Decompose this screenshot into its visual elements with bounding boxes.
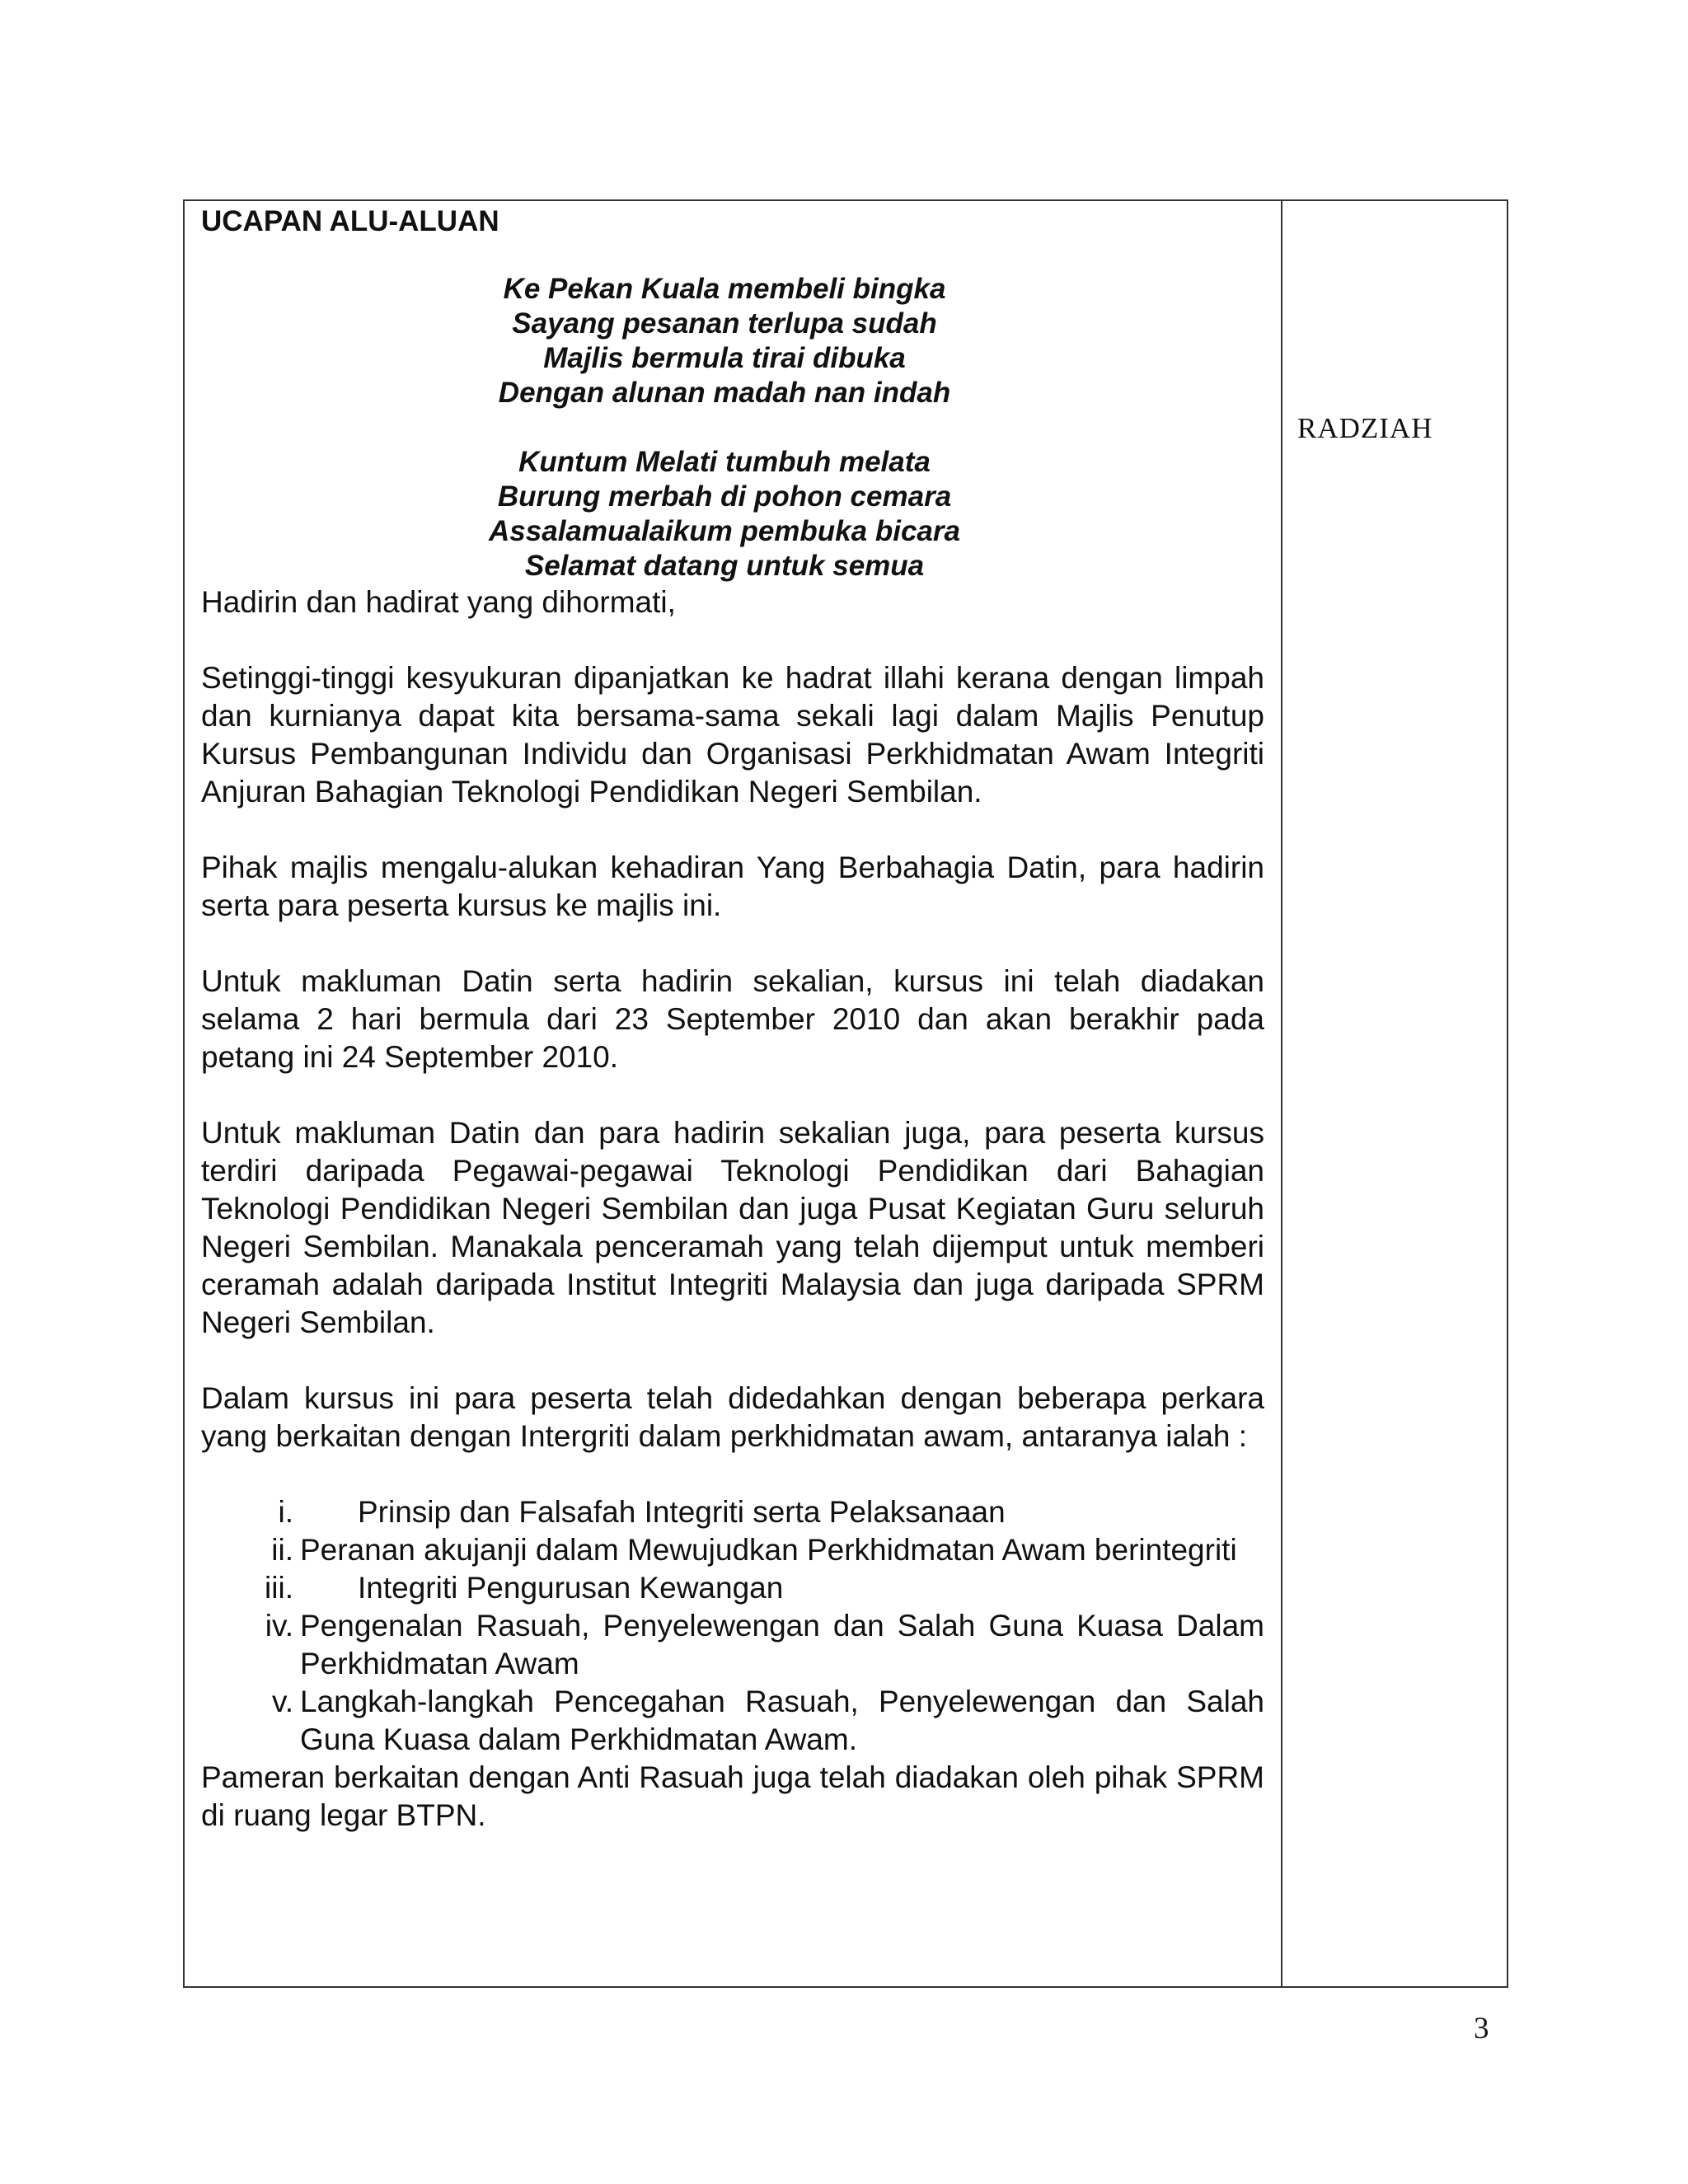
paragraph-topics-intro: Dalam kursus ini para peserta telah didedahkan dengan beberapa perkara yang berkaitan dengan Intergriti dalam perkhidmatan awam, antaranya ialah :: [201, 1381, 1264, 1453]
list-text: Integriti Pengurusan Kewangan: [358, 1571, 784, 1605]
pantun-line: Burung merbah di pohon cemara: [497, 480, 952, 513]
list-number: i.: [278, 1495, 293, 1529]
paragraph-participants: Untuk makluman Datin dan para hadirin sekalian juga, para peserta kursus terdiri daripada Pegawai-pegawai Teknologi Pendidikan dari Bahagian Teknologi Pendidikan Negeri Sembilan dan juga Pusat Kegiatan Guru seluruh Negeri Sembilan. Manakala penceramah yang telah dijemput untuk memberi ceramah adalah daripada Institut Integriti Malaysia dan juga daripada SPRM Negeri Sembilan.: [201, 1116, 1264, 1339]
pantun-line: Sayang pesanan terlupa sudah: [512, 307, 937, 340]
script-table: [183, 199, 1508, 1988]
pantun-line: Kuntum Melati tumbuh melata: [518, 446, 931, 478]
pantun-line: Dengan alunan madah nan indah: [498, 377, 951, 409]
paragraph-gratitude: Setinggi-tinggi kesyukuran dipanjatkan ke hadrat illahi kerana dengan limpah dan kurnianya dapat kita bersama-sama sekali lagi dalam Majlis Penutup Kursus Pembangunan Individu dan Organisasi Perkhidmatan Awam Integriti Anjuran Bahagian Teknologi Pendidikan Negeri Sembilan.: [201, 661, 1264, 808]
pantun-line: Selamat datang untuk semua: [524, 550, 925, 582]
list-text: Pengenalan Rasuah, Penyelewengan dan Salah Guna Kuasa Dalam Perkhidmatan Awam: [300, 1609, 1264, 1680]
section-heading: UCAPAN ALU-ALUAN: [201, 205, 499, 237]
list-text: Langkah-langkah Pencegahan Rasuah, Penyelewengan dan Salah Guna Kuasa dalam Perkhidmatan Awam.: [300, 1685, 1264, 1756]
list-item: [249, 1607, 1264, 1683]
list-item: [249, 1569, 1264, 1607]
pantun-line: Assalamualaikum pembuka bicara: [489, 515, 960, 547]
list-text: Prinsip dan Falsafah Integriti serta Pelaksanaan: [358, 1495, 1006, 1529]
pantun-verse-2: [201, 445, 1248, 583]
pantun-verse-1: [201, 272, 1248, 410]
list-item: [249, 1683, 1264, 1759]
page-number: 3: [1474, 2012, 1489, 2046]
speaker-cell: [1282, 201, 1507, 1986]
greeting-line: Hadirin dan hadirat yang dihormati,: [201, 585, 676, 619]
paragraph-course-dates: Untuk makluman Datin serta hadirin sekalian, kursus ini telah diadakan selama 2 hari bermula dari 23 September 2010 dan akan berakhir pada petang ini 24 September 2010.: [201, 964, 1264, 1074]
paragraph-exhibition: Pameran berkaitan dengan Anti Rasuah juga telah diadakan oleh pihak SPRM di ruang legar BTPN.: [201, 1760, 1264, 1832]
list-number: iii.: [265, 1571, 293, 1605]
speaker-name: RADZIAH: [1297, 412, 1433, 444]
list-item: [249, 1531, 1264, 1569]
list-number: v.: [271, 1685, 293, 1718]
paragraph-welcome: Pihak majlis mengalu-alukan kehadiran Yang Berbahagia Datin, para hadirin serta para peserta kursus ke majlis ini.: [201, 851, 1264, 922]
pantun-line: Ke Pekan Kuala membeli bingka: [503, 273, 946, 305]
topics-list: [249, 1493, 1264, 1759]
list-number: iv.: [265, 1609, 293, 1643]
pantun-line: Majlis bermula tirai dibuka: [543, 342, 906, 374]
list-item: [249, 1493, 1264, 1531]
list-number: ii.: [271, 1533, 293, 1567]
speech-cell: [185, 201, 1282, 1986]
list-text: Peranan akujanji dalam Mewujudkan Perkhidmatan Awam berintegriti: [300, 1533, 1237, 1567]
